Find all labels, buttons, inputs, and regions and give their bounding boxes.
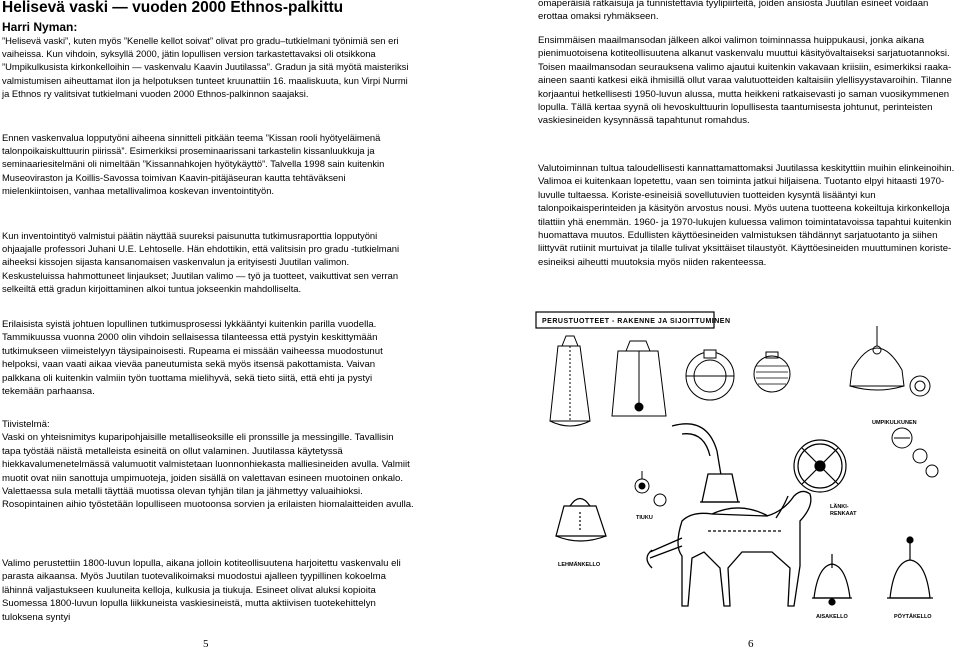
paragraph-ensimmaisen: Ensimmäisen maailmansodan jälkeen alkoi valimon toiminnassa huippukausi, jonka aikana pienimuotoisena kotiteollisuutena alkanut vaskenvalu muuttui käsityövaltaiseksi sarjatuotannoksi. Toisen maailmansodan seurauksena valimo ajautui kuitenkin vakavaan kriisiin, esimerkiksi raaka-aineen saanti katkesi eikä ihmisillä ollut varaa valutuotteiden kaltaisiin ylellisyystavaroihin. Tilanne korjaantui hetkellisesti 1950-luvun alussa, mutta heikkeni ratkaisevasti jo saman vuosikymmenen lopulla. Tällä kertaa syynä oli hevoskulttuurin lopullisesta taantumisesta johtunut, perinteisten vaskiesineiden kysynnässä tapahtunut romahdus. (538, 35, 952, 127)
right-page (480, 0, 960, 655)
paragraph-ennen: Ennen vaskenvalua lopputyöni aiheena sinnitteli pitkään teema ”Kissan rooli hyötyeläimenä talonpoikaiskulttuurin piirissä”. Esimerkiksi proseminaarissani tarkastelin kissanluukkuja ja seminaariesitelmäni oli nimeltään ”Kissannahkojen hyötykäyttö”. Talvella 1998 sain kuitenkin Museoviraston ja Koillis-Savossa toimivan Kaavin-pitäjäseuran kautta tehtäväkseni mielenkiintoisen, vanhaa metallivalimoa koskevan inventointityön. (2, 132, 385, 196)
summary-heading: Tiivistelmä: (2, 419, 50, 430)
tiuku-drawing (635, 471, 666, 506)
label-lanki-renkaat-1: LÄNKI- (830, 504, 849, 510)
label-tiuku: TIUKU (636, 515, 653, 521)
page-number-right: 6 (748, 638, 754, 650)
horse-collar-bell-drawing (850, 326, 930, 396)
author-name: Harri Nyman: (2, 20, 78, 34)
lehmankello-drawing (556, 499, 606, 542)
illustration-banner: PERUSTUOTTEET - RAKENNE JA SIJOITTUMINEN (542, 318, 731, 325)
umpikulkunen-topview-drawing (686, 350, 734, 400)
label-aisakello: AISAKELLO (816, 614, 848, 620)
paragraph-continued: omaperäisiä ratkaisuja ja tunnistettavia tyylipiirteitä, joiden ansiosta Juutilan esineet voidaan erottaa omaksi ryhmäkseen. (538, 0, 929, 23)
products-drawing (532, 306, 958, 632)
paragraph-valimo: Valimo perustettiin 1800-luvun lopulla, aikana jolloin kotiteollisuutena harjoitettu vaskenvalu eli parasta aikaansa. Myös Juutilan tuotevalikoimaksi muodostui ajalleen tyypillinen kokoelma lähinnä valjastukseen kuuluneita kelloja, kulkusia ja tiukuja. Esineet olivat aluksi kopioita Suomessa 1800-luvun lopulla liikkuneista vaskiesineistä, mutta aktiivisen tuotekehittelyn tuloksena syntyi (2, 558, 401, 623)
hatched-bell-drawing (754, 352, 790, 392)
label-lanki-renkaat-2: RENKAAT (830, 511, 857, 517)
products-illustration (532, 306, 958, 632)
lanki-renkaat-drawing (794, 440, 846, 492)
aisakello-drawing (812, 554, 852, 605)
harness-arc-drawing (672, 424, 740, 502)
bell-section-drawing (612, 341, 666, 416)
label-poytakello: PÖYTÄKELLO (894, 614, 932, 620)
summary-section (2, 418, 414, 512)
page-number-left: 5 (203, 638, 209, 650)
paragraph-kun: Kun inventointityö valmistui päätin näyttää suureksi paisunutta tutkimusraporttia lopputyöni ohjaajalle professori Juhani U.E. Lehtoselle. Hän ehdottikin, että valitsisin pro gradu -tutkielmani aiheeksi kissojen sijasta kansanomaisen vaskenvalun ja erityisesti Juutilan valimon. Keskusteluissa hahmottuneet linjaukset; Juutilan valimo — työ ja tuotteet, vaikuttivat sen verran selkeiltä että gradun kirjoittaminen alkoi tuntua jokseenkin mahdolliselta. (2, 230, 400, 294)
article-title: Helisevä vaski — vuoden 2000 Ethnos-palkittu (2, 0, 344, 16)
poytakello-drawing (887, 537, 933, 598)
horse-drawing (647, 491, 811, 606)
umpikulkunen-chain-drawing (892, 428, 938, 477)
label-lehmankello: LEHMÄNKELLO (558, 562, 601, 568)
intro-box (2, 20, 414, 100)
paragraph-valutoiminnan: Valutoiminnan tultua taloudellisesti kannattamattomaksi Juutilassa keskityttiin muihin elinkeinoihin. Valimoa ei kuitenkaan lopetettu, vaan sen toiminta jatkui hiljaisena. Tuotanto elpyi hitaasti 1970-luvulle tultaessa. Koriste-esineisiä sovellutuvien tuotteiden kysyntä lisääntyi kun talonpoikaisperinteiden ja käsityön arvostus nousi. Myös uutena tuotteena kokeiltuja kirkonkelloja tilattiin yhä enemmän. 1960- ja 1970-lukujen kuluessa valimon toimintatavoissa tapahtui kuitenkin huomattava muutos. Edullisten käyttöesineiden valmistuksen tähdännyt sarjatuotanto ja siihen liittyvät rutiinit murtuivat ja tilalle tulivat yksittäiset tilaustyöt. Käyttöesineiden muuttuminen koriste-esineiksi aiheutti muutoksia myös niiden rakenteessa. (538, 163, 955, 268)
paragraph-erilaisista: Erilaisista syistä johtuen lopullinen tutkimusprosessi lykkääntyi kuitenkin parilla vuodella. Tammikuussa vuonna 2000 olin vihdoin sellaisessa tilanteessa että pystyin keskittymään tutkimukseen viimeistelyyn täysipainoisesti. Rupeama ei missään vaiheessa muodostunut helpoksi, vaan vaati aikaa vieväa paneutumista sekä myös itsensä pakottamista. Vaivan palkkana oli kuitenkin valmiin työn tuottama mielihyvä, sekä tieto siitä, että ehti ja pystyi tekemään parhaansa. (2, 319, 383, 398)
cowbell-side-drawing (550, 336, 590, 426)
label-umpikulkunen: UMPIKULKUNEN (872, 420, 917, 426)
summary-text: Vaski on yhteisnimitys kuparipohjaisille metalliseoksille eli pronssille ja messingille. Tavallisin tapa työstää näistä metalleista esineitä on ollut valaminen. Juutilassa käytetyssä hiekkavalumenetelmässä valumuotit valmistetaan luonnonhiekasta malliesineiden avulla. Valmiit muotit ovat niin sanottuja umpimuoteja, joiden sisällä on valettavan esineen muotoinen onkalo. Valettaessa sula metalli täyttää muotissa olevan tyhjän tilan ja jähmettyy valuaihioksi. Rosopintainen aihio työstetään lopulliseen muotoonsa sorvien ja erilaisten hiomalaitteiden avulla. (2, 432, 414, 511)
intro-text: ”Helisevä vaski”, kuten myös ”Kenelle kellot soivat” olivat pro gradu–tutkielmani työnimiä sen eri vaiheissa. Kun vihdoin, syksyllä 2000, jätin lopullisen version tarkastettavaksi oli otsikkona ”Umpikulkusista kirkonkelloihin — vaskenvalu Kaavin Juutilassa”. Gradun ja sitä myötä maisteriksi valmistumisen aiheuttamat ilon ja helpotuksen tunteet kruunattiin 16. maaliskuuta, kun Virpi Nurmi ja Ethnos ry valitsivat tutkielmani vuoden 2000 Ethnos-palkinnon saajaksi. (2, 35, 409, 99)
